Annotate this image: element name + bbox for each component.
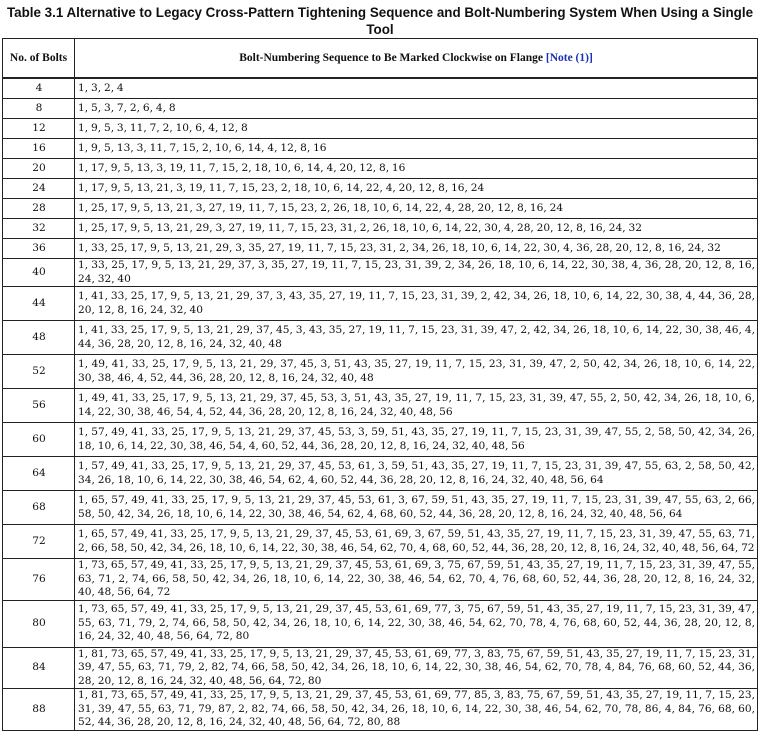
sequence-cell: 1, 65, 57, 49, 41, 33, 25, 17, 9, 5, 13, 21, 29, 37, 45, 53, 61, 69, 3, 67, 59, 51, 43, 35, 27, 19, 11, 7, 15, 23, 31, 39, 47, 55, 63, 71, 2, 66, 58, 50, 42, 34, 26, 18, 10, 6, 14, 22, 30, 38, 46, 54, 62, 70, 4, 68, 60, 52, 44, 36, 28, 20, 12, 8, 16, 24, 32, 40, 48, 56, 64, 72 [75,525,758,559]
header-sequence [75,39,758,79]
sequence-cell: 1, 9, 5, 3, 11, 7, 2, 10, 6, 4, 12, 8 [75,119,758,139]
bolt-count-cell: 4 [3,78,75,99]
sequence-cell: 1, 49, 41, 33, 25, 17, 9, 5, 13, 21, 29, 37, 45, 3, 51, 43, 35, 27, 19, 11, 7, 15, 23, 31, 39, 47, 2, 50, 42, 34, 26, 18, 10, 6, 14, 22, 30, 38, 46, 4, 52, 44, 36, 28, 20, 12, 8, 16, 24, 32, 40, 48 [75,355,758,389]
sequence-cell: 1, 41, 33, 25, 17, 9, 5, 13, 21, 29, 37, 3, 43, 35, 27, 19, 11, 7, 15, 23, 31, 39, 2, 42, 34, 26, 18, 10, 6, 14, 22, 30, 38, 4, 44, 36, 28, 20, 12, 8, 16, 24, 32, 40 [75,287,758,321]
table-row [3,78,758,99]
table-row [3,525,758,559]
sequence-cell: 1, 81, 73, 65, 57, 49, 41, 33, 25, 17, 9, 5, 13, 21, 29, 37, 45, 53, 61, 69, 77, 3, 83, 75, 67, 59, 51, 43, 35, 27, 19, 11, 7, 15, 23, 31, 39, 47, 55, 63, 71, 79, 2, 82, 74, 66, 58, 50, 42, 34, 26, 18, 10, 6, 14, 22, 30, 38, 46, 54, 62, 70, 78, 4, 84, 76, 68, 60, 52, 44, 36, 28, 20, 12, 8, 16, 24, 32, 40, 48, 56, 64, 72, 80 [75,647,758,689]
bolt-count-cell: 88 [3,689,75,731]
sequence-cell: 1, 73, 65, 57, 49, 41, 33, 25, 17, 9, 5, 13, 21, 29, 37, 45, 53, 61, 69, 3, 75, 67, 59, 51, 43, 35, 27, 19, 11, 7, 15, 23, 31, 39, 47, 55, 63, 71, 2, 74, 66, 58, 50, 42, 34, 26, 18, 10, 6, 14, 22, 30, 38, 46, 54, 62, 70, 4, 76, 68, 60, 52, 44, 36, 28, 20, 12, 8, 16, 24, 32, 40, 48, 56, 64, 72 [75,559,758,601]
bolt-count-cell: 84 [3,647,75,689]
bolt-count-cell: 64 [3,457,75,491]
bolt-count-cell: 28 [3,199,75,219]
bolt-count-cell: 56 [3,389,75,423]
table-header-row [3,39,758,79]
table-row [3,559,758,601]
bolt-count-cell: 52 [3,355,75,389]
bolt-count-cell: 80 [3,600,75,647]
note-link[interactable]: [Note (1)] [545,51,593,64]
bolt-count-cell: 20 [3,159,75,179]
bolt-count-cell: 32 [3,219,75,239]
bolt-count-cell: 72 [3,525,75,559]
sequence-cell: 1, 3, 2, 4 [75,78,758,99]
table-row [3,119,758,139]
sequence-cell: 1, 25, 17, 9, 5, 13, 21, 29, 3, 27, 19, 11, 7, 15, 23, 31, 2, 26, 18, 10, 6, 14, 22, 30, 4, 28, 20, 12, 8, 16, 24, 32 [75,219,758,239]
bolt-count-cell: 68 [3,491,75,525]
sequence-cell: 1, 33, 25, 17, 9, 5, 13, 21, 29, 3, 35, 27, 19, 11, 7, 15, 23, 31, 2, 34, 26, 18, 10, 6, 14, 22, 30, 4, 36, 28, 20, 12, 8, 16, 24, 32 [75,239,758,259]
sequence-cell: 1, 17, 9, 5, 13, 21, 3, 19, 11, 7, 15, 23, 2, 18, 10, 6, 14, 22, 4, 20, 12, 8, 16, 24 [75,179,758,199]
table-title: Table 3.1 Alternative to Legacy Cross-Pattern Tightening Sequence and Bolt-Numbering System When Using a Single Tool [6,5,754,37]
bolt-count-cell: 76 [3,559,75,601]
table-row [3,355,758,389]
sequence-cell: 1, 25, 17, 9, 5, 13, 21, 3, 27, 19, 11, 7, 15, 23, 2, 26, 18, 10, 6, 14, 22, 4, 28, 20, 12, 8, 16, 24 [75,199,758,219]
sequence-cell: 1, 65, 57, 49, 41, 33, 25, 17, 9, 5, 13, 21, 29, 37, 45, 53, 61, 3, 67, 59, 51, 43, 35, 27, 19, 11, 7, 15, 23, 31, 39, 47, 55, 63, 2, 66, 58, 50, 42, 34, 26, 18, 10, 6, 14, 22, 30, 38, 46, 54, 62, 4, 68, 60, 52, 44, 36, 28, 20, 12, 8, 16, 24, 32, 40, 48, 56, 64 [75,491,758,525]
table-row [3,219,758,239]
table-row [3,179,758,199]
table-row [3,647,758,689]
bolt-count-cell: 24 [3,179,75,199]
sequence-cell: 1, 49, 41, 33, 25, 17, 9, 5, 13, 21, 29, 37, 45, 53, 3, 51, 43, 35, 27, 19, 11, 7, 15, 23, 31, 39, 47, 55, 2, 50, 42, 34, 26, 18, 10, 6, 14, 22, 30, 38, 46, 54, 4, 52, 44, 36, 28, 20, 12, 8, 16, 24, 32, 40, 48, 56 [75,389,758,423]
bolt-count-cell: 8 [3,99,75,119]
sequence-cell: 1, 81, 73, 65, 57, 49, 41, 33, 25, 17, 9, 5, 13, 21, 29, 37, 45, 53, 61, 69, 77, 85, 3, 83, 75, 67, 59, 51, 43, 35, 27, 19, 11, 7, 15, 23, 31, 39, 47, 55, 63, 71, 79, 87, 2, 82, 74, 66, 58, 50, 42, 34, 26, 18, 10, 6, 14, 22, 30, 38, 46, 54, 62, 70, 78, 86, 4, 84, 76, 68, 60, 52, 44, 36, 28, 20, 12, 8, 16, 24, 32, 40, 48, 56, 64, 72, 80, 88 [75,689,758,731]
table-row [3,423,758,457]
bolt-count-cell: 36 [3,239,75,259]
bolt-count-cell: 44 [3,287,75,321]
table-row [3,457,758,491]
bolt-count-cell: 12 [3,119,75,139]
table-row [3,321,758,355]
sequence-cell: 1, 41, 33, 25, 17, 9, 5, 13, 21, 29, 37, 45, 3, 43, 35, 27, 19, 11, 7, 15, 23, 31, 39, 47, 2, 42, 34, 26, 18, 10, 6, 14, 22, 30, 38, 46, 4, 44, 36, 28, 20, 12, 8, 16, 24, 32, 40, 48 [75,321,758,355]
table-row [3,239,758,259]
table-row [3,139,758,159]
sequence-cell: 1, 57, 49, 41, 33, 25, 17, 9, 5, 13, 21, 29, 37, 45, 53, 3, 59, 51, 43, 35, 27, 19, 11, 7, 15, 23, 31, 39, 47, 55, 2, 58, 50, 42, 34, 26, 18, 10, 6, 14, 22, 30, 38, 46, 54, 4, 60, 52, 44, 36, 28, 20, 12, 8, 16, 24, 32, 40, 48, 56 [75,423,758,457]
table-body [3,78,758,730]
table-row [3,491,758,525]
table-row [3,159,758,179]
table-row [3,259,758,287]
table-row [3,99,758,119]
sequence-cell: 1, 73, 65, 57, 49, 41, 33, 25, 17, 9, 5, 13, 21, 29, 37, 45, 53, 61, 69, 77, 3, 75, 67, 59, 51, 43, 35, 27, 19, 11, 7, 15, 23, 31, 39, 47, 55, 63, 71, 79, 2, 74, 66, 58, 50, 42, 34, 26, 18, 10, 6, 14, 22, 30, 38, 46, 54, 62, 70, 78, 4, 76, 68, 60, 52, 44, 36, 28, 20, 12, 8, 16, 24, 32, 40, 48, 56, 64, 72, 80 [75,600,758,647]
sequence-cell: 1, 57, 49, 41, 33, 25, 17, 9, 5, 13, 21, 29, 37, 45, 53, 61, 3, 59, 51, 43, 35, 27, 19, 11, 7, 15, 23, 31, 39, 47, 55, 63, 2, 58, 50, 42, 34, 26, 18, 10, 6, 14, 22, 30, 38, 46, 54, 62, 4, 60, 52, 44, 36, 28, 20, 12, 8, 16, 24, 32, 40, 48, 56, 64 [75,457,758,491]
sequence-cell: 1, 5, 3, 7, 2, 6, 4, 8 [75,99,758,119]
bolt-sequence-table [2,38,758,731]
bolt-count-cell: 48 [3,321,75,355]
table-row [3,199,758,219]
sequence-cell: 1, 17, 9, 5, 13, 3, 19, 11, 7, 15, 2, 18, 10, 6, 14, 4, 20, 12, 8, 16 [75,159,758,179]
table-row [3,689,758,731]
sequence-cell: 1, 33, 25, 17, 9, 5, 13, 21, 29, 37, 3, 35, 27, 19, 11, 7, 15, 23, 31, 39, 2, 34, 26, 18, 10, 6, 14, 22, 30, 38, 4, 36, 28, 20, 12, 8, 16, 24, 32, 40 [75,259,758,287]
header-no-of-bolts: No. of Bolts [3,39,75,79]
table-row [3,600,758,647]
sequence-cell: 1, 9, 5, 13, 3, 11, 7, 15, 2, 10, 6, 14, 4, 12, 8, 16 [75,139,758,159]
header-sequence-label: Bolt-Numbering Sequence to Be Marked Clockwise on Flange [239,51,543,64]
bolt-count-cell: 16 [3,139,75,159]
table-row [3,287,758,321]
bolt-count-cell: 60 [3,423,75,457]
bolt-count-cell: 40 [3,259,75,287]
table-row [3,389,758,423]
